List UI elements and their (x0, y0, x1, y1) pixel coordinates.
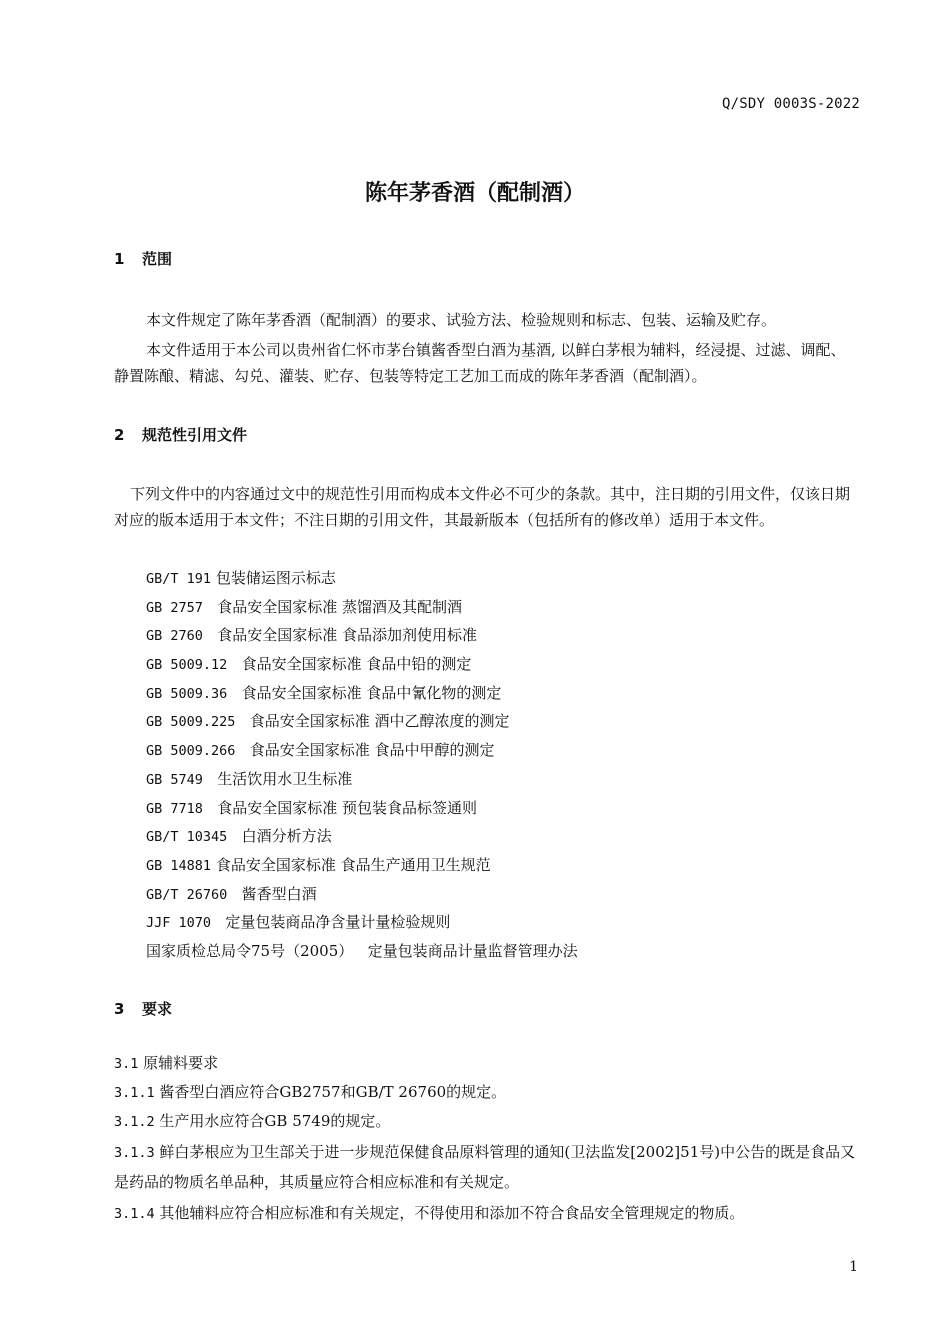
reference-name: 酱香型白酒 (241, 884, 317, 903)
reference-code: GB/T 26760 (146, 886, 228, 903)
clause-number: 3.1.3 (114, 1145, 155, 1161)
clause-text: 生产用水应符合GB 5749的规定。 (159, 1112, 391, 1130)
reference-name: 包装储运图示标志 (215, 569, 336, 587)
reference-code: GB 5009.36 (146, 685, 228, 702)
reference-code: GB/T 191 (146, 571, 212, 587)
section-title: 范围 (142, 250, 173, 268)
reference-item (146, 679, 578, 708)
section-1-paragraph-1: 本文件规定了陈年茅香酒（配制酒）的要求、试验方法、检验规则和标志、包装、运输及贮存。 (146, 311, 777, 329)
reference-name: 食品安全国家标准 食品添加剂使用标准 (217, 626, 477, 645)
reference-name: 生活饮用水卫生标准 (217, 769, 353, 788)
clause-text: 其他辅料应符合相应标准和有关规定，不得使用和添加不符合食品安全管理规定的物质。 (159, 1204, 745, 1222)
reference-item (146, 851, 578, 880)
clause-text: 酱香型白酒应符合GB2757和GB/T 26760的规定。 (159, 1083, 507, 1101)
reference-item (146, 937, 578, 966)
clause-number: 3.1 (114, 1056, 139, 1072)
reference-item (146, 765, 578, 794)
reference-code: JJF 1070 (146, 915, 212, 932)
section-title: 要求 (142, 1000, 173, 1018)
reference-code: GB 5009.266 (146, 743, 236, 760)
clause-number: 3.1.1 (114, 1085, 155, 1101)
reference-item (146, 880, 578, 909)
reference-code: GB 7718 (146, 800, 203, 817)
reference-name: 白酒分析方法 (241, 827, 332, 846)
section-number: 1 (114, 250, 125, 268)
section-1-paragraph-2: 本文件适用于本公司以贵州省仁怀市茅台镇酱香型白酒为基酒, 以鲜白茅根为辅料，经浸提、过滤、调配、静置陈酿、精滤、勾兑、灌装、贮存、包装等特定工艺加工而成的陈年茅香酒（配制酒）。 (114, 341, 846, 385)
section-number: 3 (114, 1000, 125, 1018)
reference-name: 食品安全国家标准 食品中氰化物的测定 (241, 683, 502, 702)
clause-3-1-1 (114, 1078, 860, 1108)
clause-text: 鲜白茅根应为卫生部关于进一步规范保健食品原料管理的通知(卫法监发[2002]51号)中公告的既是食品又是药品的物质名单品种，其质量应符合相应标准和有关规定。 (114, 1143, 856, 1191)
page-number: 1 (849, 1259, 858, 1275)
reference-name: 食品安全国家标准 蒸馏酒及其配制酒 (217, 597, 462, 616)
reference-code: GB 2757 (146, 599, 203, 616)
clause-number: 3.1.2 (114, 1114, 155, 1130)
reference-name: 食品安全国家标准 食品中甲醇的测定 (249, 741, 495, 760)
reference-name: 定量包装商品净含量计量检验规则 (225, 913, 451, 932)
reference-code: GB 5749 (146, 771, 203, 788)
reference-code: GB 5009.12 (146, 657, 228, 674)
normative-references-list (146, 564, 578, 966)
reference-item (146, 736, 578, 765)
section-number: 2 (114, 426, 125, 444)
clause-3-1-4 (114, 1199, 860, 1229)
reference-code: GB 14881 (146, 857, 212, 874)
reference-code: 国家质检总局令75号（2005） (146, 941, 354, 960)
section-1-heading (114, 248, 172, 269)
reference-name: 食品安全国家标准 食品中铅的测定 (241, 655, 472, 674)
reference-item (146, 707, 578, 736)
reference-item (146, 593, 578, 622)
reference-name: 食品安全国家标准 预包装食品标签通则 (217, 798, 477, 817)
clause-3-1-3 (114, 1138, 860, 1197)
section-2-intro: 下列文件中的内容通过文中的规范性引用而构成本文件必不可少的条款。其中，注日期的引用文件，仅该日期对应的版本适用于本文件；不注日期的引用文件，其最新版本（包括所有的修改单）适用于本文件。 (114, 485, 851, 529)
reference-code: GB/T 10345 (146, 829, 228, 846)
reference-code: GB 2760 (146, 628, 203, 645)
clause-3-1-2 (114, 1107, 860, 1137)
document-code: Q/SDY 0003S-2022 (721, 96, 860, 112)
clause-3-1 (114, 1049, 860, 1079)
reference-item (146, 908, 578, 937)
reference-item (146, 621, 578, 650)
clause-text: 原辅料要求 (143, 1054, 219, 1072)
clause-number: 3.1.4 (114, 1206, 155, 1222)
reference-item (146, 564, 578, 593)
reference-name: 食品安全国家标准 食品生产通用卫生规范 (215, 855, 491, 874)
reference-item (146, 822, 578, 851)
section-title: 规范性引用文件 (142, 426, 248, 444)
document-title: 陈年茅香酒（配制酒） (364, 181, 585, 206)
reference-name: 食品安全国家标准 酒中乙醇浓度的测定 (249, 712, 510, 731)
reference-item (146, 794, 578, 823)
reference-item (146, 650, 578, 679)
reference-code: GB 5009.225 (146, 714, 236, 731)
section-2-heading (114, 424, 247, 445)
reference-name: 定量包装商品计量监督管理办法 (367, 941, 578, 960)
section-3-heading (114, 998, 172, 1019)
